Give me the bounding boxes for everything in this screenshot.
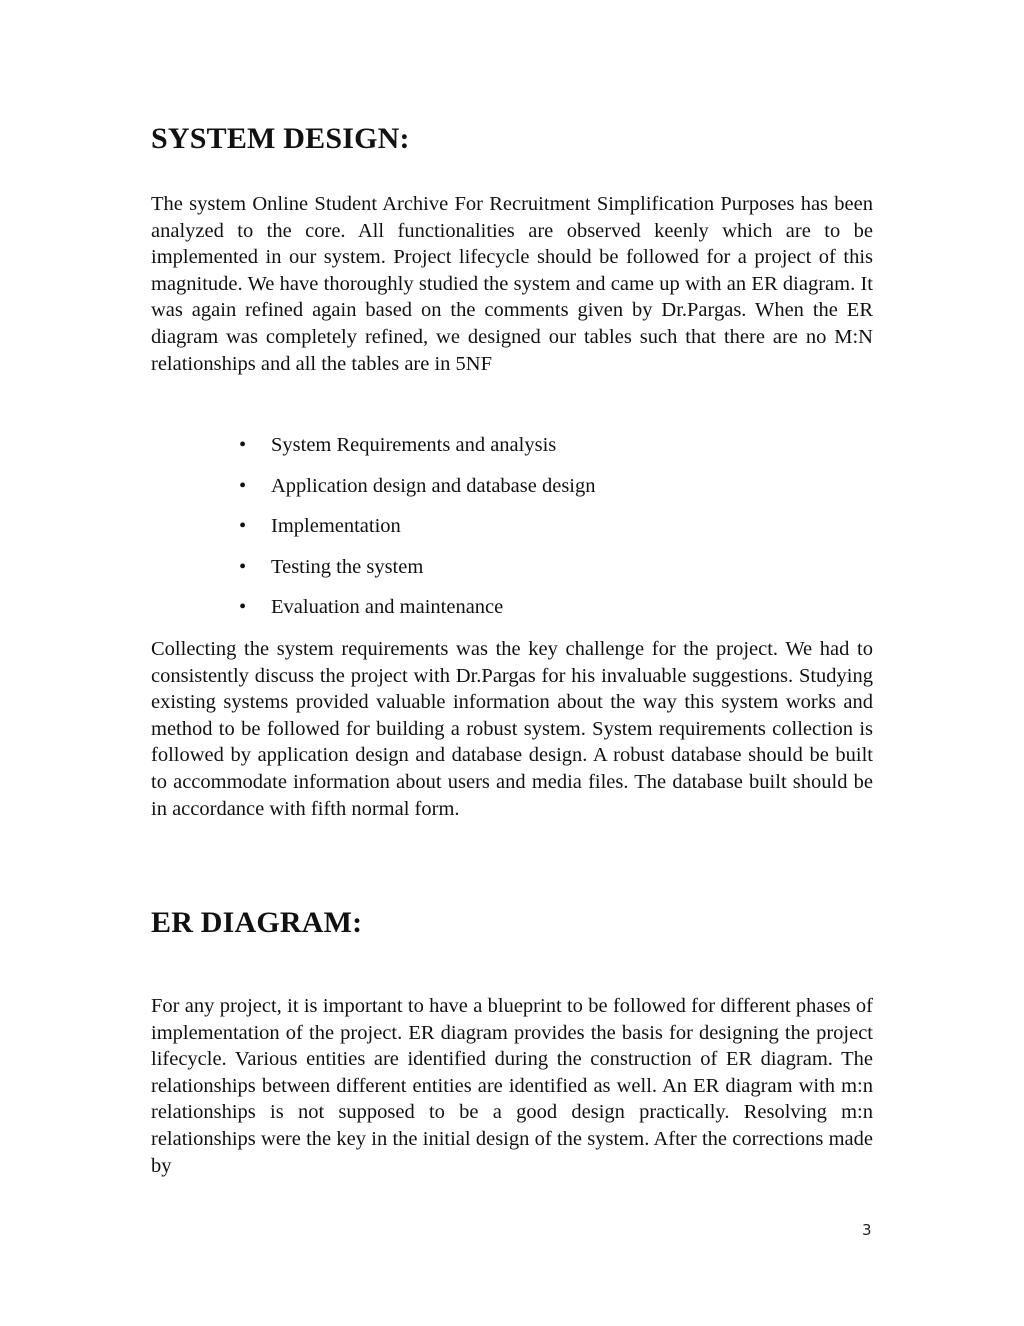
bullet-icon: • (239, 434, 247, 456)
er-diagram-heading: ER DIAGRAM: (151, 906, 363, 939)
list-item-text: Testing the system (271, 555, 424, 578)
list-item (151, 472, 873, 513)
list-item-text: Evaluation and maintenance (271, 596, 504, 618)
list-item (151, 593, 873, 634)
system-design-heading: SYSTEM DESIGN: (151, 122, 410, 155)
system-design-intro-paragraph: The system Online Student Archive For Recruitment Simplification Purposes has been analyzed to the core. All functionalities are observed keenly which are to be implemented in our system. Project lifecycle should be followed for a project of this magnitude. We have thoroughly studied the system and came up with an ER diagram. It was again refined again based on the comments given by Dr.Pargas. When the ER diagram was completely refined, we designed our tables such that there are no M:N relationships and all the tables are in 5NF (151, 193, 873, 375)
bullet-icon: • (239, 515, 247, 537)
lifecycle-phase-list (151, 431, 873, 634)
list-item (151, 512, 873, 553)
bullet-icon: • (239, 555, 247, 578)
list-item (151, 431, 873, 472)
list-item-text: Application design and database design (271, 474, 596, 497)
bullet-icon: • (239, 596, 247, 618)
list-item-text: Implementation (271, 515, 401, 537)
list-item-text: System Requirements and analysis (271, 434, 557, 456)
list-item (151, 553, 873, 594)
page-number: 3 (862, 1221, 872, 1239)
document-page (151, 0, 873, 1326)
bullet-icon: • (239, 474, 247, 497)
er-diagram-paragraph: For any project, it is important to have a blueprint to be followed for different phases of implementation of the project. ER diagram provides the basis for designing the project lifecycle. Various entities are identified during the construction of ER diagram. The relationships between different entities are identified as well. An ER diagram with m:n relationships is not supposed to be a good design practically. Resolving m:n relationships were the key in the initial design of the system. After the corrections made by (151, 995, 873, 1177)
requirements-paragraph: Collecting the system requirements was the key challenge for the project. We had to consistently discuss the project with Dr.Pargas for his invaluable suggestions. Studying existing systems provided valuable information about the way this system works and method to be followed for building a robust system. System requirements collection is followed by application design and database design. A robust database should be built to accommodate information about users and media files. The database built should be in accordance with fifth normal form. (151, 638, 873, 820)
